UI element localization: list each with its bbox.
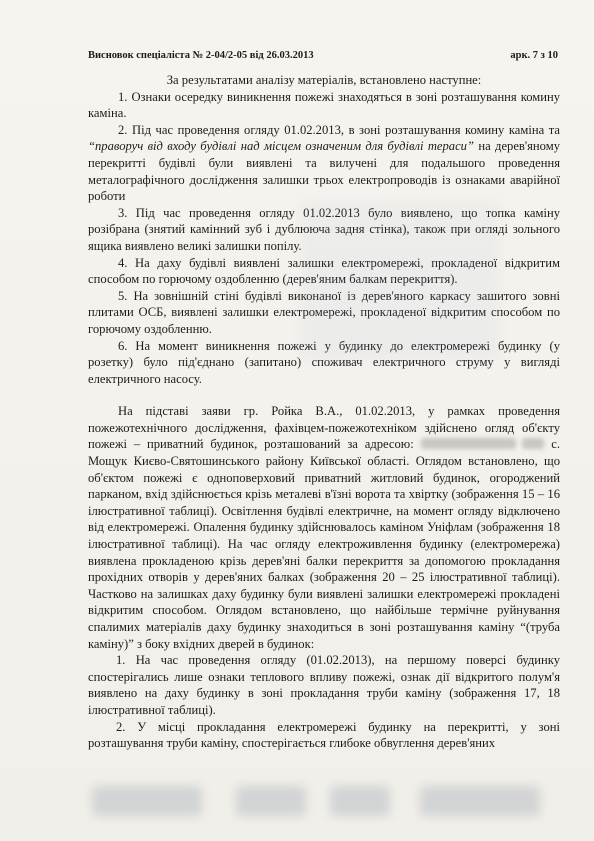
document-body — [88, 72, 560, 752]
intro-line: За результатами аналізу матеріалів, встановлено наступне: — [166, 73, 482, 87]
finding-5: 5. На зовнішній стіні будівлі виконаної із дерев'яного каркасу зашитого зовні плитами ОСБ, виявлені залишки електромережі, прокладеної відкритим способом по горючому оздобленню. — [88, 288, 560, 336]
numbered-item-2: 2. У місці прокладання електромережі будинку на перекритті, у зоні розташування труби каміну, спостерігається глибоке обвуглення дерев'яних — [88, 719, 560, 751]
redacted-signature-2 — [236, 786, 306, 816]
finding-2-start: 2. Під час проведення огляду 01.02.2013, в зоні розташування комину каміна та — [118, 122, 560, 137]
main-paragraph-b: с. Мощук Києво-Святошинського району Київської області. Оглядом встановлено, що об'єктом пожежі є одноповерховий приватний житловий будинок, огороджений парканом, вхід здійснюється крізь металеві в'їзні ворота та хвіртку (зображення 15 – 16 ілюстративної таблиці). Освітлення будівлі електричне, на момент огляду відключено від електромережі. Опалення будинку здійснювалось каміном Уніфлам (зображення 18 ілюстративної таблиці). На час огляду електроживлення будинку (електромережа) виявлена прокладеною крізь дерев'яні балки перекриття за допомогою прокладання прохідних отворів у дерев'яних балках (зображення 20 – 25 ілюстративної таблиці). Частково на залишках даху будинку були виявлені залишки електромережі прокладені відкритим способом. Оглядом встановлено, що найбільше термічне руйнування спалимих матеріалів даху будинку знаходиться в зоні розташування каміну “(труба каміну)” з боку вхідних дверей в будинок: — [88, 437, 560, 651]
main-paragraph-a: На підставі заяви гр. Ройка В.А., 01.02.2013, у рамках проведення пожежотехнічного дослідження, фахівцем-пожежотехніком здійснено огляд об'єкту пожежі – приватний будинок, розташований за адресою: — [88, 404, 560, 452]
page-header — [88, 50, 558, 61]
finding-6: 6. На момент виникнення пожежі у будинку до електромережі будинку (у розетку) було під'єднано (запитано) споживач електричного струму у вигляді електричного насосу. — [88, 338, 560, 386]
redacted-signature-1 — [92, 786, 202, 816]
numbered-item-1: 1. На час проведення огляду (01.02.2013), на першому поверсі будинку спостерігались лише ознаки теплового впливу пожежі, ознак дії відкритого полум'я виявлено на даху будинку в зоні прокладання труби каміну (зображення 17, 18 ілюстративної таблиці). — [88, 653, 560, 717]
finding-3: 3. Під час проведення огляду 01.02.2013 було виявлено, що топка каміну розібрана (знятий камінний зуб і дублююча задня стінка), також при огляді зольного ящика виявлено великі залишки попілу. — [88, 205, 560, 253]
sheet-number: арк. 7 з 10 — [510, 50, 558, 61]
faint-stamp — [300, 200, 500, 360]
redacted-signature-3 — [330, 786, 390, 816]
finding-2 — [88, 122, 560, 205]
redacted-signature-4 — [420, 786, 540, 816]
finding-2-italic: “праворуч від входу будівлі над місцем означеним для будівлі тераси” — [88, 139, 474, 154]
finding-2-end: на дерев'яному перекритті будівлі були виявлені та вилучені для подальшого проведення металографічного дослідження залишки трьох електропроводів із ознаками аварійної роботи — [88, 139, 560, 204]
redacted-address — [421, 438, 516, 449]
document-reference: Висновок спеціаліста № 2-04/2-05 від 26.03.2013 — [88, 50, 314, 61]
finding-4: 4. На даху будівлі виявлені залишки електромережі, прокладеної відкритим способом по горючому оздобленню (дерев'яним балкам перекриття). — [88, 255, 560, 287]
main-paragraph — [88, 403, 560, 652]
finding-1: 1. Ознаки осередку виникнення пожежі знаходяться в зоні розташування комину каміна. — [88, 89, 560, 121]
redacted-address-2 — [522, 438, 544, 449]
